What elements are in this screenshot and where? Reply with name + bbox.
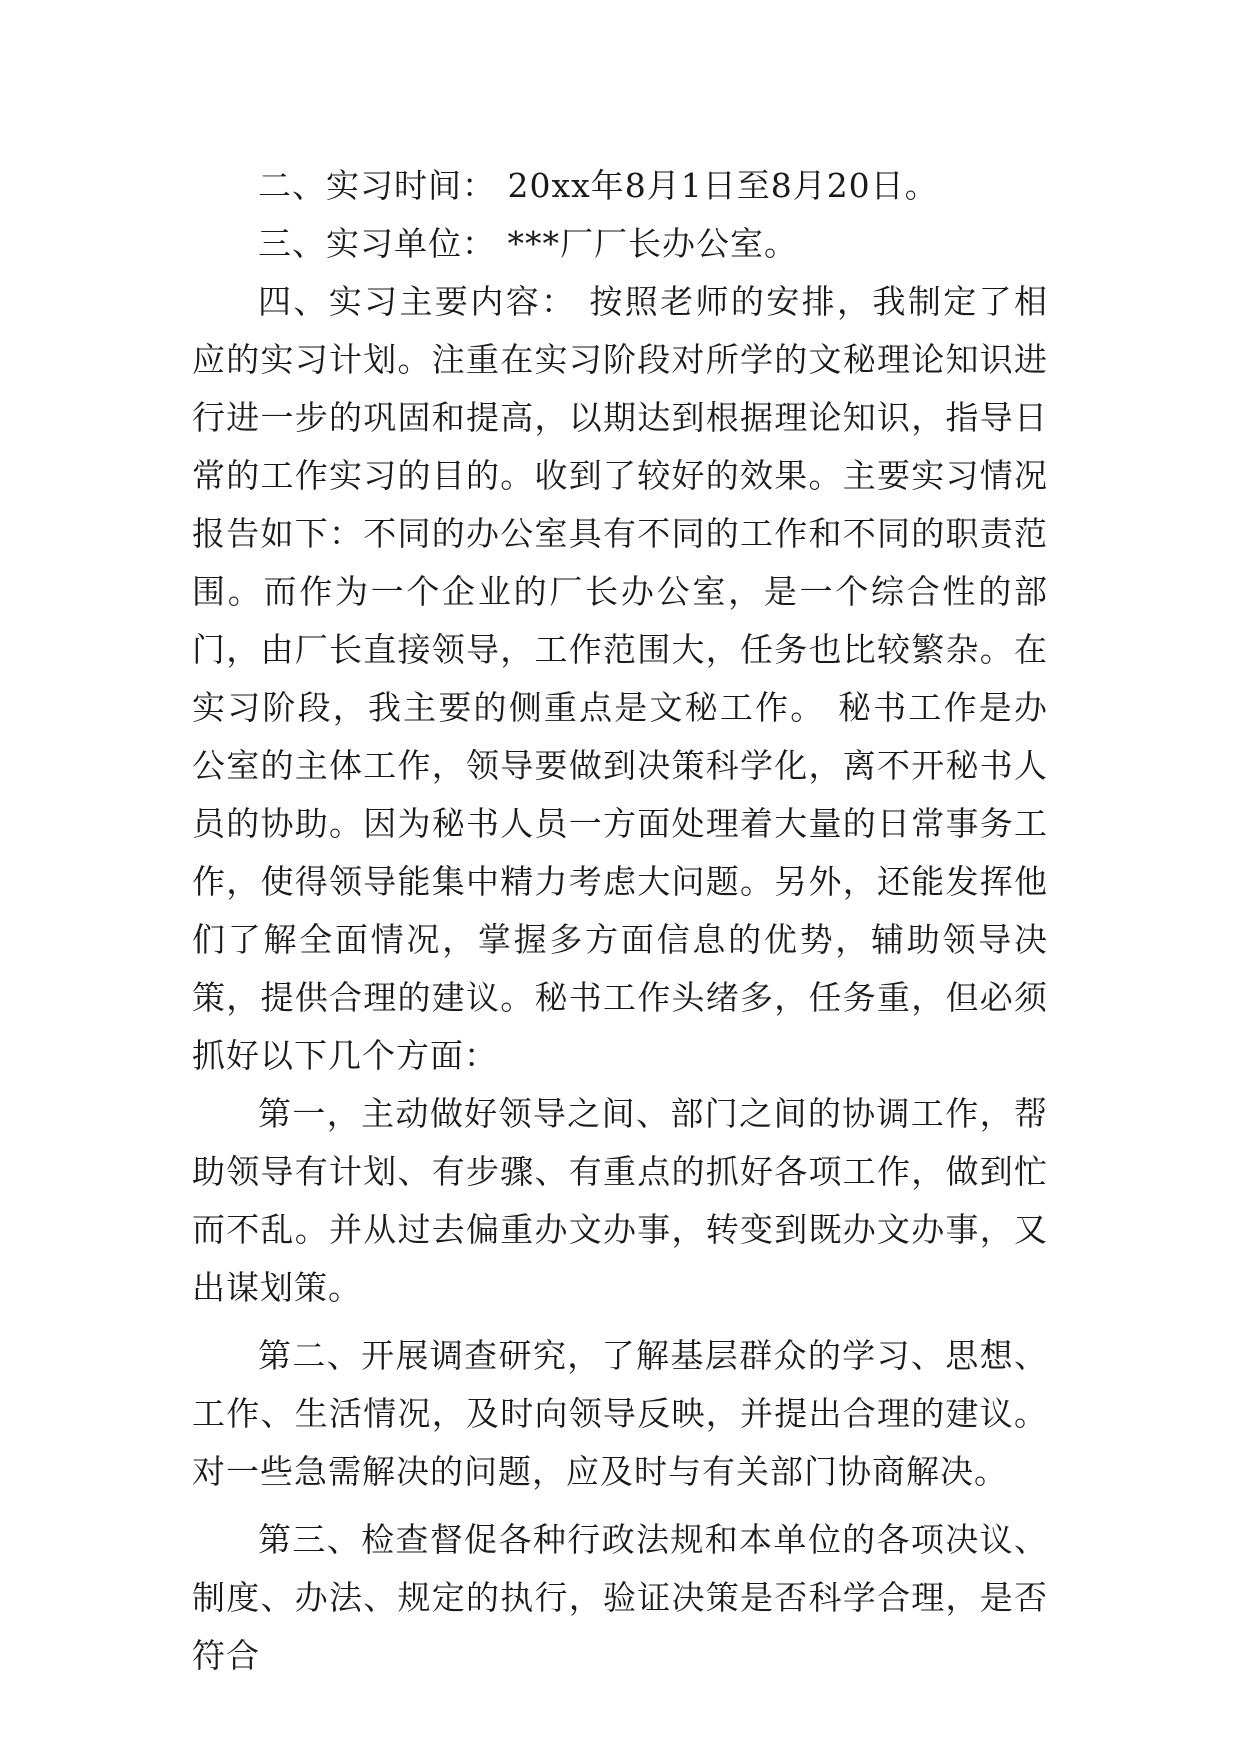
- paragraph-main-content: 四、实习主要内容： 按照老师的安排，我制定了相应的实习计划。注重在实习阶段对所学的文秘理论知识进行进一步的巩固和提高，以期达到根据理论知识，指导日常的工作实习的目的。收到了较好的效果。主要实习情况报告如下：不同的办公室具有不同的工作和不同的职责范围。而作为一个企业的厂长办公室，是一个综合性的部门，由厂长直接领导，工作范围大，任务也比较繁杂。在实习阶段，我主要的侧重点是文秘工作。 秘书工作是办公室的主体工作，领导要做到决策科学化，离不开秘书人员的协助。因为秘书人员一方面处理着大量的日常事务工作，使得领导能集中精力考虑大问题。另外，还能发挥他们了解全面情况，掌握多方面信息的优势，辅助领导决策，提供合理的建议。秘书工作头绪多，任务重，但必须抓好以下几个方面：: [192, 282, 1048, 1075]
- paragraph-point-two: 第二、开展调查研究，了解基层群众的学习、思想、工作、生活情况，及时向领导反映，并提出合理的建议。对一些急需解决的问题，应及时与有关部门协商解决。: [192, 1336, 1048, 1491]
- document-body: [192, 157, 1048, 1685]
- paragraph-internship-unit: 三、实习单位： ***厂厂长办公室。: [258, 224, 798, 263]
- paragraph-point-one: 第一，主动做好领导之间、部门之间的协调工作，帮助领导有计划、有步骤、有重点的抓好各项工作，做到忙而不乱。并从过去偏重办文办事，转变到既办文办事，又出谋划策。: [192, 1094, 1048, 1307]
- paragraph-point-three: 第三、检查督促各种行政法规和本单位的各项决议、制度、办法、规定的执行，验证决策是否科学合理，是否符合: [192, 1520, 1048, 1675]
- paragraph-internship-time: 二、实习时间： 20xx年8月1日至8月20日。: [258, 166, 939, 205]
